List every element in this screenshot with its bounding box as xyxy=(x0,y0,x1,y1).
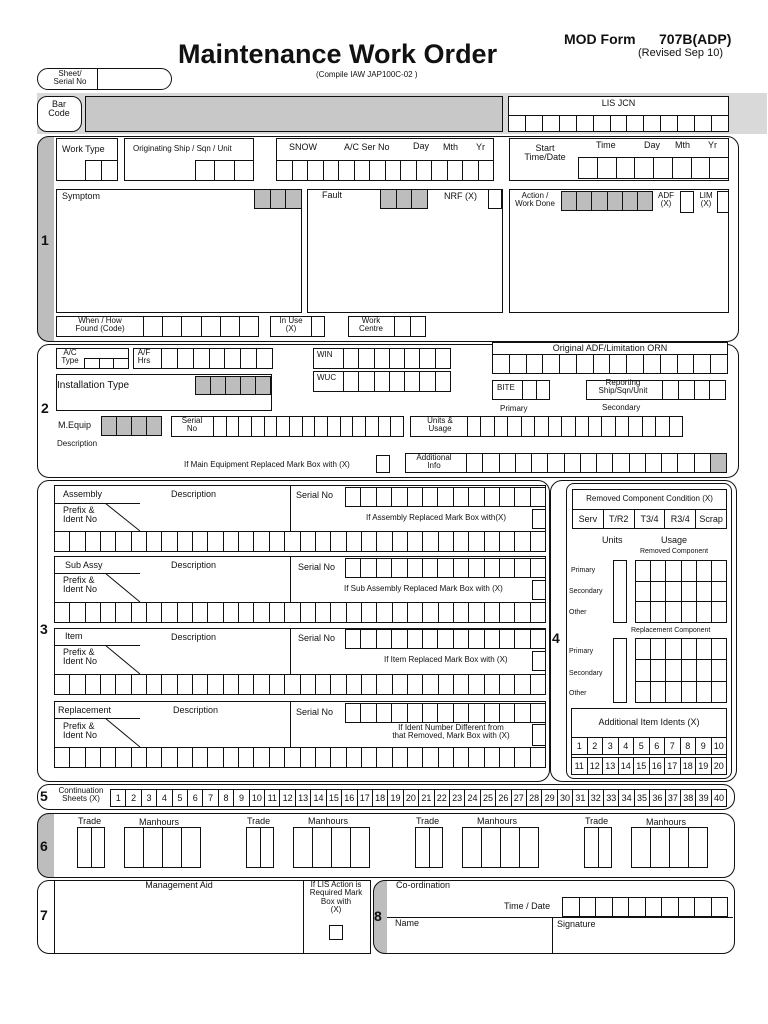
continuation-sheet-29[interactable]: 29 xyxy=(542,790,557,806)
sheet-serial-field[interactable] xyxy=(97,68,98,90)
bar-code-label: Bar Code xyxy=(48,99,70,119)
serial-label: Serial No xyxy=(181,416,203,434)
ident-17[interactable]: 17 xyxy=(665,758,681,774)
when-how-label: When / How Found (Code) xyxy=(75,316,125,334)
install-type-grid[interactable] xyxy=(195,376,271,395)
continuation-sheet-11[interactable]: 11 xyxy=(265,790,280,806)
continuation-sheet-12[interactable]: 12 xyxy=(280,790,295,806)
continuation-sheet-9[interactable]: 9 xyxy=(234,790,249,806)
continuation-sheet-21[interactable]: 21 xyxy=(419,790,434,806)
removed-primary-label: Primary xyxy=(571,567,596,574)
time-label: Time xyxy=(596,140,616,150)
in-use-label: In Use (X) xyxy=(279,316,303,334)
af-hrs-grid[interactable] xyxy=(161,348,273,369)
replacement-serial-label: Serial No xyxy=(296,707,334,717)
subassy-prefix-grid[interactable] xyxy=(54,602,546,623)
continuation-sheet-3[interactable]: 3 xyxy=(142,790,157,806)
adf-label: ADF (X) xyxy=(658,191,674,209)
continuation-sheet-17[interactable]: 17 xyxy=(358,790,373,806)
assembly-prefix-wedge xyxy=(105,503,145,532)
lis-action-checkbox[interactable] xyxy=(329,925,343,940)
continuation-sheet-15[interactable]: 15 xyxy=(327,790,342,806)
form-number: 707B(ADP) xyxy=(659,31,732,47)
ident-9[interactable]: 9 xyxy=(696,738,712,754)
ident-1[interactable]: 1 xyxy=(572,738,588,754)
subassy-desc-label: Description xyxy=(171,560,217,570)
replacement-prefix-grid[interactable] xyxy=(54,747,546,768)
bar-code-field xyxy=(85,96,503,132)
assembly-replaced-checkbox[interactable] xyxy=(532,509,546,529)
subassy-replaced-checkbox[interactable] xyxy=(532,580,546,600)
removed-cond-options[interactable] xyxy=(572,509,727,529)
ac-type-grid[interactable] xyxy=(84,358,129,369)
start-time-label: Start Time/Date xyxy=(524,143,566,163)
usage-header: Usage xyxy=(661,535,688,545)
continuation-sheet-34[interactable]: 34 xyxy=(619,790,634,806)
ident-8[interactable]: 8 xyxy=(681,738,697,754)
nrf-label: NRF (X) xyxy=(444,191,477,201)
af-hrs-label: A/F Hrs xyxy=(137,348,151,366)
item-serial-grid[interactable] xyxy=(345,629,546,649)
ident-5[interactable]: 5 xyxy=(634,738,650,754)
manhours-label-3: Manhours xyxy=(477,816,518,826)
item-serial-label: Serial No xyxy=(298,633,336,643)
fault-label: Fault xyxy=(322,190,343,200)
wuc-label: WUC xyxy=(317,373,337,382)
assembly-prefix-grid[interactable] xyxy=(54,531,546,552)
subassy-serial-label: Serial No xyxy=(298,562,336,572)
manhours-label-4: Manhours xyxy=(646,817,687,827)
yr-label: Yr xyxy=(476,142,485,152)
snow-grid[interactable] xyxy=(276,160,494,181)
reporting-grid[interactable] xyxy=(662,380,726,400)
units-header: Units xyxy=(602,535,623,545)
continuation-sheet-16[interactable]: 16 xyxy=(342,790,357,806)
continuation-sheet-20[interactable]: 20 xyxy=(404,790,419,806)
work-centre-grid[interactable] xyxy=(394,316,426,337)
ident-7[interactable]: 7 xyxy=(665,738,681,754)
removed-secondary-label: Secondary xyxy=(569,588,603,595)
mequip-description-label: Description xyxy=(57,439,98,448)
continuation-label: Continuation Sheets (X) xyxy=(58,786,104,804)
continuation-sheet-4[interactable]: 4 xyxy=(157,790,172,806)
item-prefix-grid[interactable] xyxy=(54,674,546,695)
win-label: WIN xyxy=(317,350,333,359)
section-8-number: 8 xyxy=(374,908,382,924)
continuation-sheet-24[interactable]: 24 xyxy=(465,790,480,806)
ident-10[interactable]: 10 xyxy=(713,741,724,751)
trade-grid-4[interactable] xyxy=(584,827,612,868)
continuation-sheet-19[interactable]: 19 xyxy=(388,790,403,806)
subassy-prefix-wedge xyxy=(105,573,145,603)
ac-ser-label: A/C Ser No xyxy=(344,142,390,152)
continuation-sheet-1[interactable]: 1 xyxy=(111,790,126,806)
replacement-divider xyxy=(290,701,291,747)
action-label: Action / Work Done xyxy=(515,191,555,209)
ac-type-label: A/C Type xyxy=(61,348,79,366)
main-replaced-checkbox[interactable] xyxy=(376,455,390,473)
continuation-sheet-13[interactable]: 13 xyxy=(296,790,311,806)
trade-grid-1[interactable] xyxy=(77,827,105,868)
coordination-rule xyxy=(387,917,733,918)
day-label: Day xyxy=(413,141,430,151)
time-date-label: Time / Date xyxy=(504,901,551,911)
serial-grid[interactable] xyxy=(213,416,404,437)
trade-label-3: Trade xyxy=(416,816,440,826)
work-type-grid[interactable] xyxy=(85,160,118,181)
orig-adf-label: Original ADF/Limitation ORN xyxy=(552,343,668,353)
replacement-units-col[interactable] xyxy=(613,638,627,703)
trade-label-1: Trade xyxy=(78,816,102,826)
yr2-label: Yr xyxy=(708,140,717,150)
ident-18[interactable]: 18 xyxy=(681,758,697,774)
replacement-other-label: Other xyxy=(569,690,587,697)
reporting-label: Reporting Ship/Sqn/Unit xyxy=(598,378,648,396)
adf-checkbox[interactable] xyxy=(680,191,694,213)
ident-12[interactable]: 12 xyxy=(588,758,604,774)
name-field[interactable] xyxy=(552,917,553,954)
idents-row-2[interactable] xyxy=(571,757,727,775)
trade-grid-3[interactable] xyxy=(415,827,443,868)
manhours-grid-1[interactable] xyxy=(124,827,201,868)
ident-4[interactable]: 4 xyxy=(619,738,635,754)
mth2-label: Mth xyxy=(675,140,691,150)
in-use-checkbox[interactable] xyxy=(311,316,325,337)
continuation-sheet-2[interactable]: 2 xyxy=(126,790,141,806)
assembly-prefix-label: Prefix & Ident No xyxy=(63,505,98,525)
trade-label-4: Trade xyxy=(585,816,609,826)
replacement-ident-label: If Ident Number Different from that Removed, Mark Box with (X) xyxy=(392,723,510,741)
mth-label: Mth xyxy=(443,142,459,152)
subassy-serial-grid[interactable] xyxy=(345,558,546,578)
orig-unit-grid[interactable] xyxy=(195,160,254,181)
continuation-sheet-40[interactable]: 40 xyxy=(714,793,725,803)
ident-3[interactable]: 3 xyxy=(603,738,619,754)
replacement-usage-cols xyxy=(635,638,727,703)
cond-r34[interactable]: R3/4 xyxy=(665,510,696,528)
removed-comp-label: Removed Component xyxy=(640,548,709,555)
main-replaced-label: If Main Equipment Replaced Mark Box with (X) xyxy=(184,460,350,469)
lis-jcn-grid[interactable] xyxy=(508,115,729,132)
lim-label: LIM (X) xyxy=(699,191,713,209)
assembly-desc-label: Description xyxy=(171,489,217,499)
ident-2[interactable]: 2 xyxy=(588,738,604,754)
subassy-divider xyxy=(290,556,291,602)
continuation-sheet-7[interactable]: 7 xyxy=(203,790,218,806)
fault-code-grid[interactable] xyxy=(380,189,428,209)
continuation-sheet-8[interactable]: 8 xyxy=(219,790,234,806)
manhours-label-1: Manhours xyxy=(139,817,180,827)
lis-action-label: If LIS Action is Required Mark Box with (X) xyxy=(309,880,363,915)
idents-row-1[interactable] xyxy=(571,737,727,755)
manhours-grid-2[interactable] xyxy=(293,827,370,868)
cond-tr2[interactable]: T/R2 xyxy=(604,510,635,528)
ident-11[interactable]: 11 xyxy=(572,758,588,774)
continuation-sheet-27[interactable]: 27 xyxy=(512,790,527,806)
continuation-sheet-14[interactable]: 14 xyxy=(311,790,326,806)
ident-16[interactable]: 16 xyxy=(650,758,666,774)
time-date-grid[interactable] xyxy=(562,897,728,917)
nrf-checkbox[interactable] xyxy=(488,189,502,209)
item-prefix-label: Prefix & Ident No xyxy=(63,647,98,667)
mequip-label: M.Equip xyxy=(58,420,92,430)
action-code-grid[interactable] xyxy=(561,191,653,211)
wuc-grid[interactable] xyxy=(343,371,451,392)
removed-cond-label: Removed Component Condition (X) xyxy=(586,494,713,503)
additional-idents-label: Additional Item Idents (X) xyxy=(598,717,700,727)
continuation-sheet-5[interactable]: 5 xyxy=(173,790,188,806)
cond-serv[interactable]: Serv xyxy=(573,510,604,528)
item-desc-label: Description xyxy=(171,632,217,642)
manhours-grid-4[interactable] xyxy=(631,827,708,868)
addinfo-grid[interactable] xyxy=(466,453,727,473)
replacement-serial-grid[interactable] xyxy=(345,703,546,723)
trade-label-2: Trade xyxy=(247,816,271,826)
continuation-sheet-25[interactable]: 25 xyxy=(481,790,496,806)
replacement-label: Replacement xyxy=(58,705,112,715)
replacement-secondary-label: Secondary xyxy=(569,670,603,677)
continuation-sheet-36[interactable]: 36 xyxy=(650,790,665,806)
sheet-serial-label: Sheet/ Serial No xyxy=(53,69,87,87)
continuation-sheet-37[interactable]: 37 xyxy=(666,790,681,806)
addinfo-label: Additional Info xyxy=(416,453,452,471)
when-how-grid[interactable] xyxy=(143,316,259,337)
continuation-sheet-39[interactable]: 39 xyxy=(696,790,711,806)
ident-6[interactable]: 6 xyxy=(650,738,666,754)
section-6-number: 6 xyxy=(40,838,48,854)
replacement-ident-checkbox[interactable] xyxy=(532,724,546,746)
section-4-number: 4 xyxy=(552,630,560,646)
management-aid-label: Management Aid xyxy=(145,880,213,890)
replacement-prefix-label: Prefix & Ident No xyxy=(63,721,98,741)
continuation-sheet-6[interactable]: 6 xyxy=(188,790,203,806)
replacement-prefix-wedge xyxy=(105,718,145,748)
mod-form-label: MOD Form xyxy=(564,31,636,47)
usage-secondary-label: Secondary xyxy=(602,403,641,412)
subassy-replaced-label: If Sub Assembly Replaced Mark Box with (X) xyxy=(344,584,503,593)
continuation-sheet-32[interactable]: 32 xyxy=(589,790,604,806)
cond-scrap[interactable]: Scrap xyxy=(699,514,723,524)
replacement-desc-label: Description xyxy=(173,705,219,715)
symptom-code-grid[interactable] xyxy=(254,189,302,209)
lim-checkbox[interactable] xyxy=(717,191,729,213)
install-type-label: Installation Type xyxy=(57,380,130,391)
orig-adf-grid[interactable] xyxy=(492,354,728,374)
ident-15[interactable]: 15 xyxy=(634,758,650,774)
usage-primary-label: Primary xyxy=(500,404,528,413)
continuation-sheet-33[interactable]: 33 xyxy=(604,790,619,806)
continuation-sheet-38[interactable]: 38 xyxy=(681,790,696,806)
continuation-sheet-22[interactable]: 22 xyxy=(435,790,450,806)
continuation-sheet-18[interactable]: 18 xyxy=(373,790,388,806)
units-usage-label: Units & Usage xyxy=(427,416,453,434)
continuation-sheet-28[interactable]: 28 xyxy=(527,790,542,806)
mequip-grid[interactable] xyxy=(101,416,162,436)
bite-label: BITE xyxy=(497,383,515,392)
coordination-label: Co-ordination xyxy=(396,880,451,890)
item-prefix-wedge xyxy=(105,645,145,675)
continuation-sheets-row[interactable] xyxy=(110,789,727,807)
subassy-prefix-label: Prefix & Ident No xyxy=(63,575,98,595)
ident-14[interactable]: 14 xyxy=(619,758,635,774)
manhours-label-2: Manhours xyxy=(308,816,349,826)
start-time-grid[interactable] xyxy=(578,157,729,179)
replacement-comp-label: Replacement Component xyxy=(631,627,711,634)
subassy-label: Sub Assy xyxy=(65,560,103,570)
continuation-sheet-30[interactable]: 30 xyxy=(558,790,573,806)
assembly-replaced-label: If Assembly Replaced Mark Box with(X) xyxy=(366,513,507,522)
work-type-label: Work Type xyxy=(62,144,105,154)
form-title: Maintenance Work Order xyxy=(178,39,498,69)
item-replaced-checkbox[interactable] xyxy=(532,651,546,671)
snow-label: SNOW xyxy=(289,142,317,152)
assembly-divider xyxy=(290,485,291,531)
ident-20[interactable]: 20 xyxy=(713,761,724,771)
name-label: Name xyxy=(395,918,420,928)
continuation-sheet-10[interactable]: 10 xyxy=(250,790,265,806)
removed-other-label: Other xyxy=(569,609,587,616)
day2-label: Day xyxy=(644,140,661,150)
section-2-number: 2 xyxy=(41,400,49,416)
assembly-serial-grid[interactable] xyxy=(345,487,546,507)
continuation-sheet-35[interactable]: 35 xyxy=(635,790,650,806)
orig-unit-label: Originating Ship / Sqn / Unit xyxy=(133,144,232,153)
trade-grid-2[interactable] xyxy=(246,827,274,868)
revised-date: (Revised Sep 10) xyxy=(638,47,723,59)
continuation-sheet-23[interactable]: 23 xyxy=(450,790,465,806)
assembly-label: Assembly xyxy=(63,489,103,499)
manhours-grid-3[interactable] xyxy=(462,827,539,868)
continuation-sheet-26[interactable]: 26 xyxy=(496,790,511,806)
ident-19[interactable]: 19 xyxy=(696,758,712,774)
item-label: Item xyxy=(65,631,83,641)
lis-jcn-label: LIS JCN xyxy=(601,98,636,108)
item-replaced-label: If Item Replaced Mark Box with (X) xyxy=(384,655,508,664)
removed-usage-cols xyxy=(635,560,727,623)
bite-grid[interactable] xyxy=(522,380,550,400)
replacement-primary-label: Primary xyxy=(569,648,594,655)
section-5-number: 5 xyxy=(40,788,48,804)
section-3-number: 3 xyxy=(40,621,48,637)
ident-13[interactable]: 13 xyxy=(603,758,619,774)
symptom-label: Symptom xyxy=(62,191,101,201)
section-7-divider xyxy=(54,880,55,954)
work-centre-label: Work Centre xyxy=(358,316,383,334)
item-divider xyxy=(290,628,291,674)
win-grid[interactable] xyxy=(343,348,451,369)
compile-note: (Compile IAW JAP100C-02 ) xyxy=(316,70,418,79)
signature-label: Signature xyxy=(557,919,596,929)
continuation-sheet-31[interactable]: 31 xyxy=(573,790,588,806)
units-usage-grid[interactable] xyxy=(467,416,683,437)
section-7-number: 7 xyxy=(40,907,48,923)
section-1-number: 1 xyxy=(41,232,49,248)
cond-t34[interactable]: T3/4 xyxy=(635,510,666,528)
assembly-serial-label: Serial No xyxy=(296,490,334,500)
removed-units-col[interactable] xyxy=(613,560,627,623)
